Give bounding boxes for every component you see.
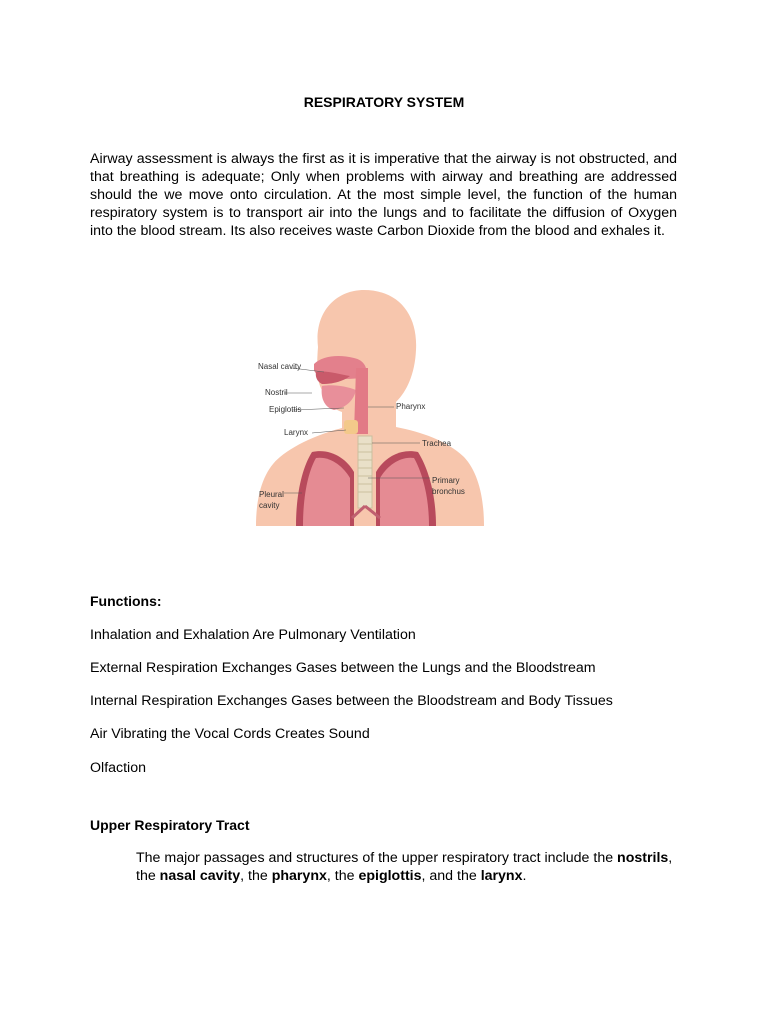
label-larynx: Larynx xyxy=(284,428,309,437)
label-primary-bronchus: Primary xyxy=(432,476,460,485)
function-item: Inhalation and Exhalation Are Pulmonary Ventilation xyxy=(90,627,416,643)
label-trachea: Trachea xyxy=(422,439,452,448)
label-pharynx: Pharynx xyxy=(396,402,426,411)
term-pharynx: pharynx xyxy=(271,868,327,884)
function-item: Internal Respiration Exchanges Gases between the Bloodstream and Body Tissues xyxy=(90,693,613,709)
upper-tract-heading: Upper Respiratory Tract xyxy=(90,817,250,833)
function-item: Olfaction xyxy=(90,760,146,776)
label-nostril: Nostril xyxy=(265,388,288,397)
term-nostrils: nostrils xyxy=(617,850,669,866)
label-epiglottis: Epiglottis xyxy=(269,405,302,414)
respiratory-diagram xyxy=(246,272,488,526)
term-larynx: larynx xyxy=(480,868,523,884)
label-pleural-cavity: Pleural xyxy=(259,490,284,499)
upper-tract-paragraph xyxy=(136,849,676,885)
upper-tract-text: The major passages and structures of the upper respiratory tract include the xyxy=(136,850,618,866)
upper-tract-text: , the xyxy=(326,868,359,884)
functions-heading: Functions: xyxy=(90,593,162,609)
label-primary-bronchus-2: bronchus xyxy=(432,487,465,496)
page-title: RESPIRATORY SYSTEM xyxy=(303,94,465,110)
label-pleural-cavity-2: cavity xyxy=(259,501,280,510)
intro-paragraph: Airway assessment is always the first as it is imperative that the airway is not obstructed, and that breathing is adequate; Only when problems with airway and breathing are addressed should the we move onto circulation. At the most simple level, the function of the human respiratory system is to transport air into the lungs and to facilitate the diffusion of Oxygen into the blood stream. Its also receives waste Carbon Dioxide from the blood and exhales it. xyxy=(90,151,677,239)
function-item: Air Vibrating the Vocal Cords Creates Sound xyxy=(90,726,370,742)
label-nasal-cavity: Nasal cavity xyxy=(258,362,302,371)
term-nasal-cavity: nasal cavity xyxy=(159,868,241,884)
upper-tract-text: , the xyxy=(240,868,272,884)
upper-tract-text: . xyxy=(522,868,527,884)
upper-tract-text: , and the xyxy=(421,868,481,884)
upper-tract-text: , the xyxy=(136,850,673,884)
term-epiglottis: epiglottis xyxy=(358,868,422,884)
function-item: External Respiration Exchanges Gases between the Lungs and the Bloodstream xyxy=(90,660,596,676)
